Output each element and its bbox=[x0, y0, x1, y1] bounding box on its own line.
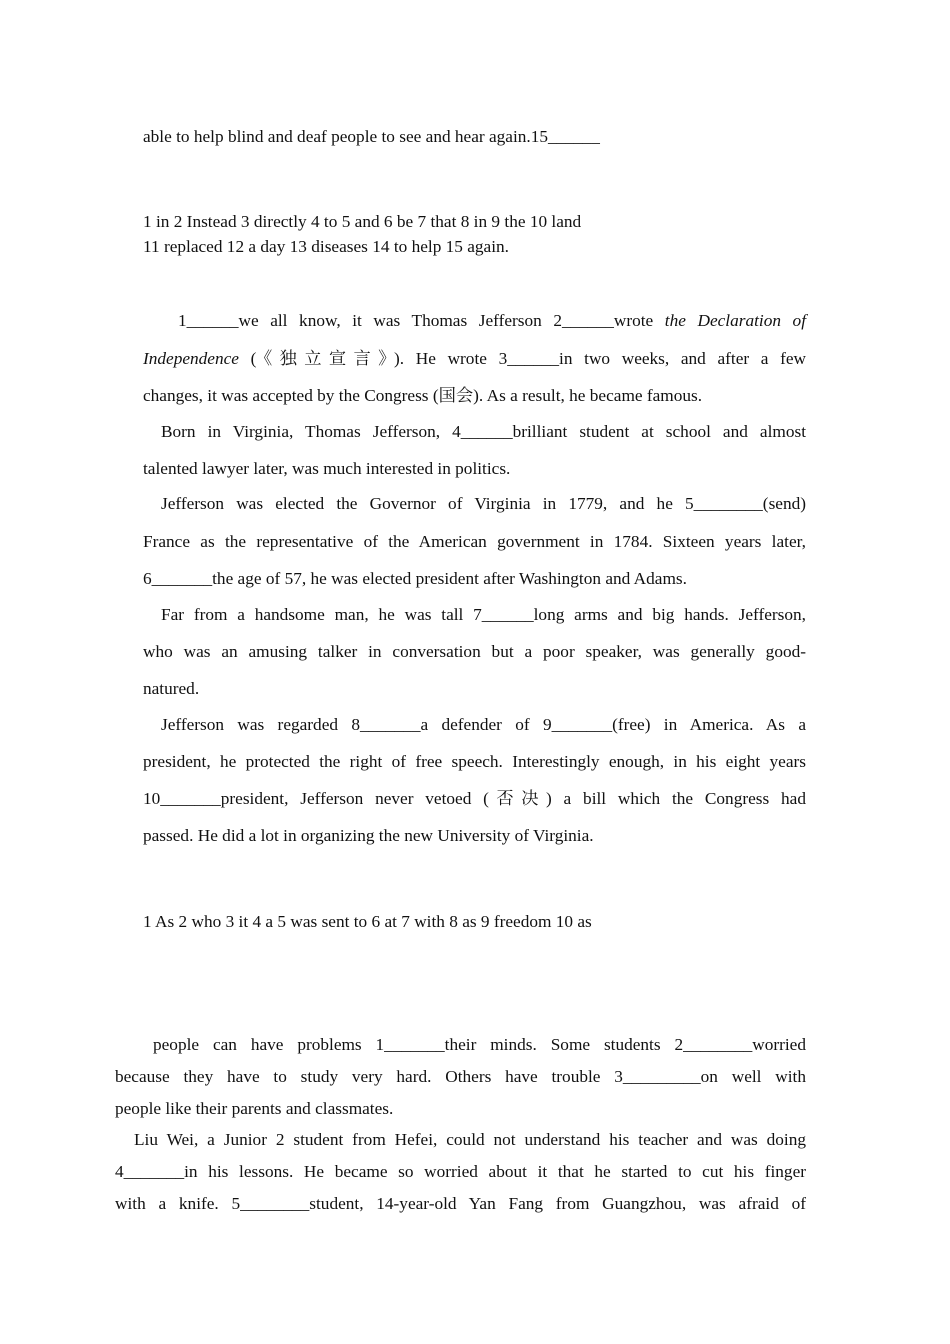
answer-key-line: 11 replaced 12 a day 13 diseases 14 to help 15 again. bbox=[143, 237, 509, 256]
passage-line: natured. bbox=[143, 679, 200, 698]
answer-key-line: 1 in 2 Instead 3 directly 4 to 5 and 6 be 7 that 8 in 9 the 10 land bbox=[143, 212, 582, 231]
passage-line: people like their parents and classmates. bbox=[115, 1099, 394, 1118]
passage-line: France as the representative of the American government in 1784. Sixteen years later, bbox=[143, 532, 806, 551]
passage-line: people can have problems 1_______their minds. Some students 2________worried bbox=[153, 1035, 806, 1054]
passage1-last-line: able to help blind and deaf people to see and hear again.15______ bbox=[143, 127, 600, 146]
passage-line: 6_______the age of 57, he was elected president after Washington and Adams. bbox=[143, 569, 687, 588]
passage-line: Born in Virginia, Thomas Jefferson, 4______brilliant student at school and almost bbox=[161, 422, 806, 441]
passage-line: Independence (《独立宣言》). He wrote 3______in two weeks, and after a few bbox=[143, 349, 806, 368]
passage-line: with a knife. 5________student, 14-year-old Yan Fang from Guangzhou, was afraid of bbox=[115, 1194, 806, 1213]
passage-line: Jefferson was regarded 8_______a defender of 9_______(free) in America. As a bbox=[161, 715, 806, 734]
passage-line: changes, it was accepted by the Congress (国会). As a result, he became famous. bbox=[143, 386, 703, 405]
passage-line: who was an amusing talker in conversation but a poor speaker, was generally good- bbox=[143, 642, 806, 661]
passage-line: Jefferson was elected the Governor of Virginia in 1779, and he 5________(send) bbox=[161, 494, 806, 513]
passage-line: Liu Wei, a Junior 2 student from Hefei, could not understand his teacher and was doing bbox=[134, 1130, 806, 1149]
passage-line: Far from a handsome man, he was tall 7______long arms and big hands. Jefferson, bbox=[161, 605, 806, 624]
passage-line: talented lawyer later, was much interested in politics. bbox=[143, 459, 511, 478]
passage-line: 4_______in his lessons. He became so worried about it that he started to cut his finger bbox=[115, 1162, 806, 1181]
passage-line: 1______we all know, it was Thomas Jefferson 2______wrote the Declaration of bbox=[178, 311, 806, 330]
passage-line: passed. He did a lot in organizing the new University of Virginia. bbox=[143, 826, 594, 845]
passage-line: 10_______president, Jefferson never vetoed (否决) a bill which the Congress had bbox=[143, 789, 806, 808]
answer-key-line: 1 As 2 who 3 it 4 a 5 was sent to 6 at 7 with 8 as 9 freedom 10 as bbox=[143, 912, 592, 931]
passage-line: because they have to study very hard. Others have trouble 3_________on well with bbox=[115, 1067, 806, 1086]
passage-line: president, he protected the right of free speech. Interestingly enough, in his eight years bbox=[143, 752, 806, 771]
